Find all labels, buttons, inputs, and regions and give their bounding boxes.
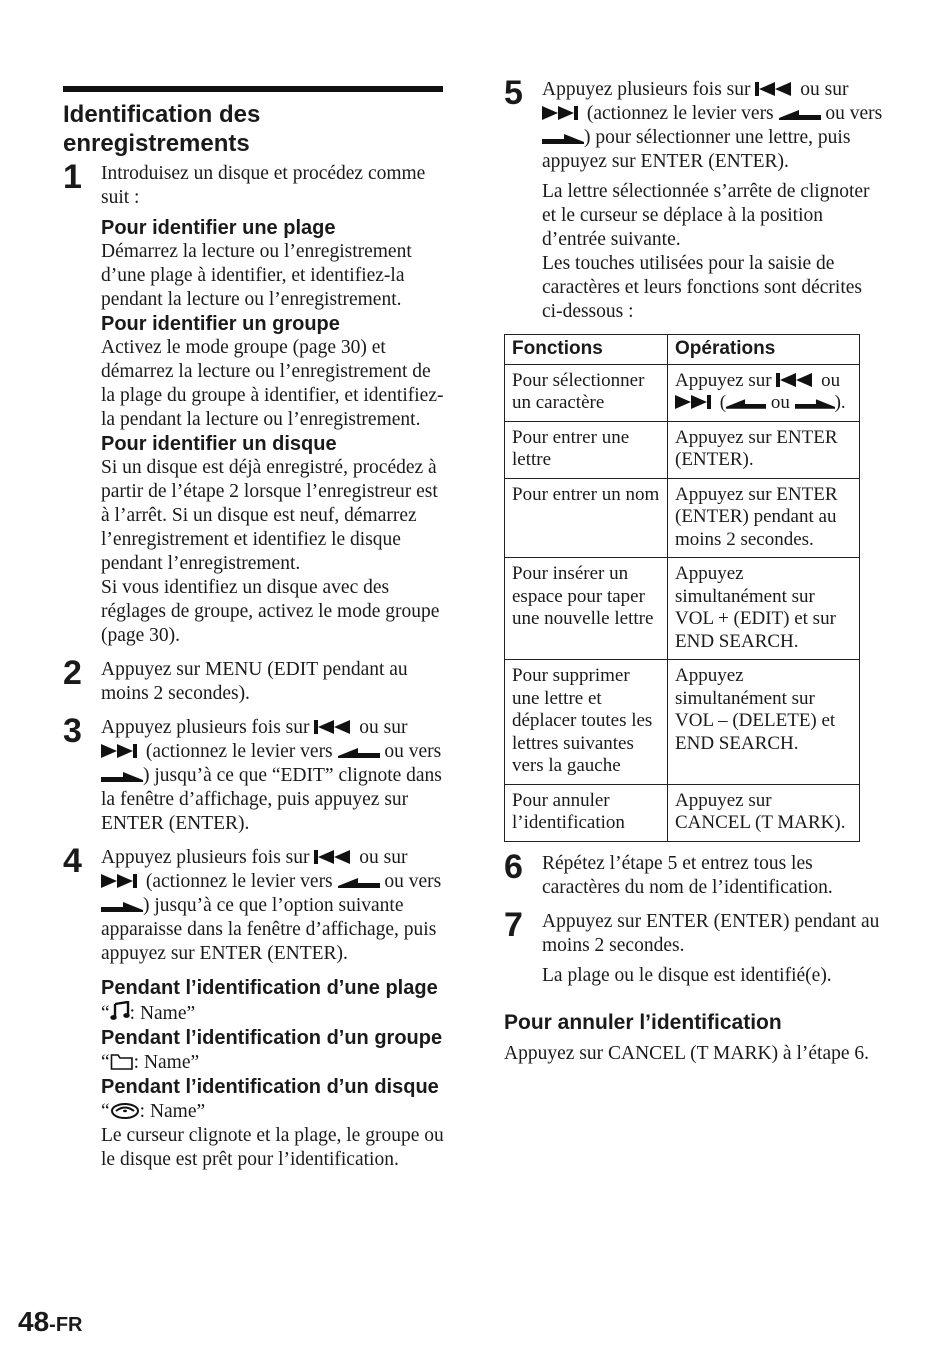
step-number: 5 <box>504 74 523 112</box>
previous-track-icon <box>755 81 795 97</box>
table-cell: Pour sélectionner un caractère <box>505 364 668 421</box>
page-number: 48-FR <box>18 1306 83 1337</box>
option-disque: Pendant l’identification d’un disque “ : Name” <box>101 1076 439 1122</box>
step-number: 3 <box>63 712 82 750</box>
step-4 <box>63 842 445 1172</box>
paragraph-disque-2: Si vous identifiez un disque avec des réglages de groupe, activez le mode groupe (page 30). <box>101 577 440 646</box>
step-number: 7 <box>504 905 523 944</box>
options-tail: Le curseur clignote et la plage, le groupe ou le disque est prêt pour l’identification. <box>101 1125 444 1170</box>
paragraph-groupe: Activez le mode groupe (page 30) et démarrez la lecture ou l’enregistrement de la plage du groupe à identifier, et identifiez-la pendant la lecture ou l’enregistrement. <box>101 337 444 430</box>
lever-right-icon <box>101 771 143 783</box>
table-cell: Pour annuler l’identification <box>505 784 668 841</box>
step-number: 1 <box>63 158 82 196</box>
table-cell: Pour entrer un nom <box>505 478 668 558</box>
next-track-icon <box>542 105 582 121</box>
previous-track-icon <box>314 719 354 735</box>
step-text: Appuyez sur ENTER (ENTER) pendant au moins 2 secondes. <box>542 910 880 956</box>
table-cell: Appuyez sur ENTER (ENTER). <box>668 421 860 478</box>
subheading-disque: Pour identifier un disque <box>101 433 337 455</box>
lever-left-icon <box>779 109 821 121</box>
table-header-row <box>505 335 860 365</box>
next-track-icon <box>101 873 141 889</box>
lever-right-icon <box>101 901 143 913</box>
right-column <box>504 74 884 1066</box>
step-text: Répétez l’étape 5 et entrez tous les caractères du nom de l’identification. <box>542 852 833 898</box>
next-track-icon <box>101 743 141 759</box>
left-column <box>63 86 445 1172</box>
next-track-icon <box>675 394 715 410</box>
subheading-plage: Pour identifier une plage <box>101 217 336 239</box>
previous-track-icon <box>776 372 816 388</box>
step-5 <box>504 74 884 324</box>
step-7 <box>504 905 884 988</box>
folder-icon <box>110 1052 134 1070</box>
table-cell: Appuyez simultanément sur VOL + (EDIT) et sur END SEARCH. <box>668 558 860 660</box>
section-rule <box>63 86 443 92</box>
table-header: Fonctions <box>505 335 668 365</box>
table-cell: Pour insérer un espace pour taper une nouvelle lettre <box>505 558 668 660</box>
disc-icon <box>110 1101 140 1119</box>
step-2 <box>63 654 445 706</box>
table-cell: Pour entrer une lettre <box>505 421 668 478</box>
options-block <box>101 976 445 1172</box>
step-number: 6 <box>504 847 523 886</box>
table-cell: Pour supprimer une lettre et déplacer toutes les lettres suivantes vers la gauche <box>505 660 668 785</box>
option-plage: Pendant l’identification d’une plage “ : Name” <box>101 977 438 1024</box>
lever-left-icon <box>338 877 380 889</box>
step-text: Appuyez plusieurs fois sur ou sur (actionnez le levier vers ou vers ) jusqu’à ce que l’option suivante apparaisse dans la fenêtre d’affichage, puis appuyez sur ENTER (ENTER). <box>101 847 442 964</box>
lever-left-icon <box>338 747 380 759</box>
table-row <box>505 558 860 660</box>
step-text: Appuyez sur MENU (EDIT pendant au moins 2 secondes). <box>101 659 408 704</box>
step-result: La plage ou le disque est identifié(e). <box>542 964 832 986</box>
table-cell: Appuyez sur ou ( ou ). <box>668 364 860 421</box>
lever-left-icon <box>726 398 766 410</box>
paragraph-plage: Démarrez la lecture ou l’enregistrement d’une plage à identifier, et identifiez-la pendant la lecture ou l’enregistrement. <box>101 241 412 310</box>
lever-right-icon <box>542 133 584 145</box>
step-paragraph: Les touches utilisées pour la saisie de caractères et leurs fonctions sont décrites ci-dessous : <box>542 253 862 322</box>
table-cell: Appuyez sur CANCEL (T MARK). <box>668 784 860 841</box>
step-text: Introduisez un disque et procédez comme suit : <box>101 163 426 208</box>
cancel-text: Appuyez sur CANCEL (T MARK) à l’étape 6. <box>504 1042 870 1064</box>
step-paragraph: La lettre sélectionnée s’arrête de clignoter et le curseur se déplace à la position d’entrée suivante. <box>542 181 870 250</box>
table-row <box>505 478 860 558</box>
lever-right-icon <box>795 398 835 410</box>
step-1 <box>63 158 445 648</box>
table-row <box>505 660 860 785</box>
step-number: 4 <box>63 842 82 880</box>
table-cell: Appuyez simultanément sur VOL – (DELETE) et END SEARCH. <box>668 660 860 785</box>
section-title: Identification des enregistrements <box>63 101 261 157</box>
step-text: Appuyez plusieurs fois sur ou sur (actionnez le levier vers ou vers ) jusqu’à ce que “EDIT” clignote dans la fenêtre d’affichage, puis appuyez sur ENTER (ENTER). <box>101 717 442 834</box>
table-row <box>505 421 860 478</box>
table-row <box>505 784 860 841</box>
cancel-heading: Pour annuler l’identification <box>504 1010 782 1034</box>
table-header: Opérations <box>668 335 860 365</box>
option-groupe: Pendant l’identification d’un groupe “ : Name” <box>101 1027 443 1073</box>
table-row <box>505 364 860 421</box>
previous-track-icon <box>314 849 354 865</box>
step-6 <box>504 847 884 900</box>
functions-table <box>504 334 860 842</box>
table-cell: Appuyez sur ENTER (ENTER) pendant au moins 2 secondes. <box>668 478 860 558</box>
step-text: Appuyez plusieurs fois sur ou sur (actionnez le levier vers ou vers ) pour sélectionner une lettre, puis appuyez sur ENTER (ENTER). <box>542 79 883 172</box>
step-3 <box>63 712 445 836</box>
step-number: 2 <box>63 654 82 692</box>
paragraph-disque: Si un disque est déjà enregistré, procédez à partir de l’étape 2 lorsque l’enregistreur est à l’arrêt. Si un disque est neuf, démarrez l’enregistrement et identifiez le disque pendant l’enregistrement. <box>101 457 438 574</box>
subheading-groupe: Pour identifier un groupe <box>101 313 340 335</box>
music-note-icon <box>110 1001 130 1021</box>
